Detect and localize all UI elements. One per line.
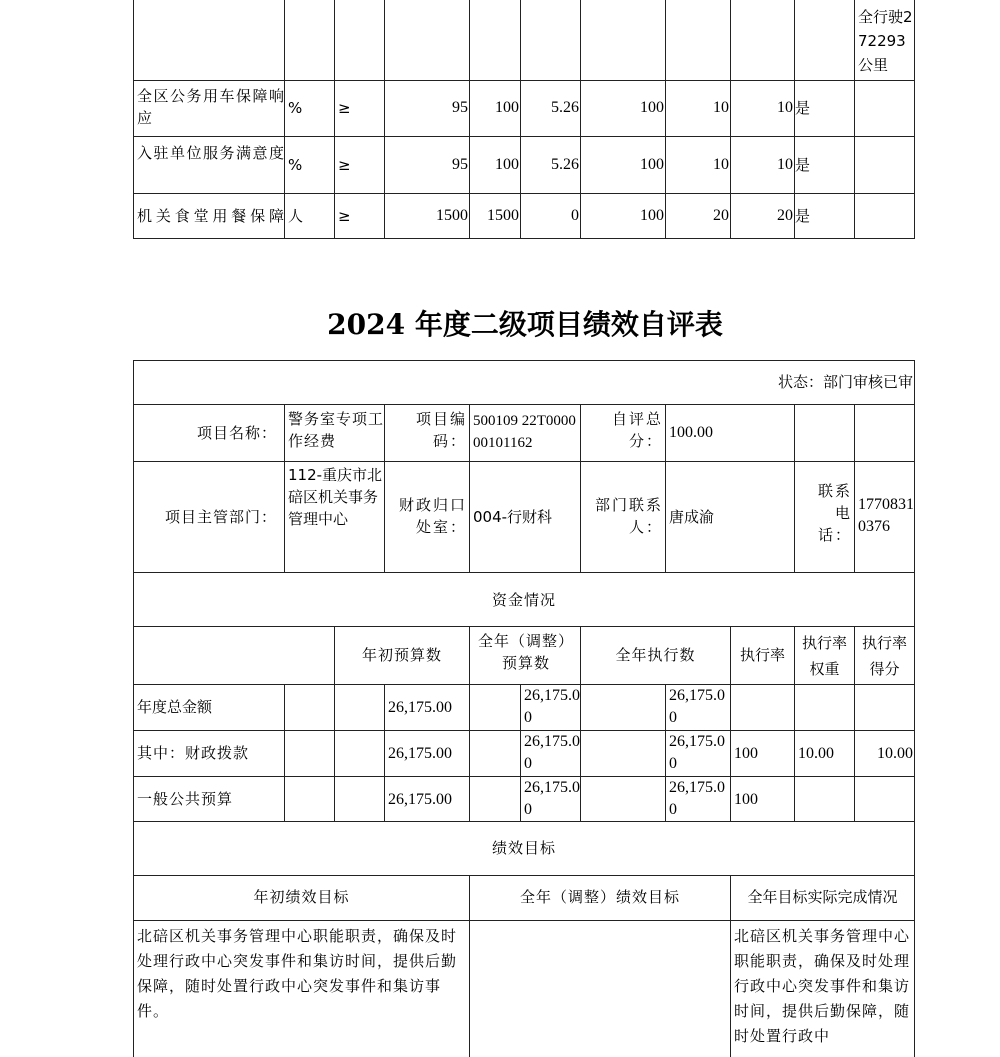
fund-row-label: 一般公共预算 — [137, 790, 234, 808]
fund-row-adjusted: 26,175.00 — [524, 779, 580, 818]
contact-label: 部门联系人： — [594, 496, 663, 536]
fund-row-executed: 26,175.00 — [669, 733, 725, 772]
finance-label: 财政归口处室： — [398, 496, 467, 536]
first-row-remark: 全行驶272293公里 — [858, 8, 913, 74]
indicator-name: 机关食堂用餐保障 — [137, 207, 284, 225]
indicator-c1: 5.26 — [551, 99, 579, 116]
indicator-weight: 10 — [713, 99, 729, 116]
fund-row-initial: 26,175.00 — [388, 699, 452, 716]
executed-header: 全年执行数 — [615, 646, 696, 664]
fund-row-rate: 100 — [734, 791, 758, 808]
indicator-c2: 100 — [640, 156, 664, 173]
project-name-label: 项目名称： — [196, 424, 277, 442]
dept: 112-重庆市北碚区机关事务管理中心 — [288, 466, 383, 528]
contact: 唐成渝 — [669, 508, 715, 526]
indicator-target: 1500 — [436, 207, 468, 224]
rate-weight-header: 执行率权重 — [801, 634, 847, 678]
fund-row-rate: 100 — [734, 745, 758, 762]
indicator-actual: 100 — [495, 99, 519, 116]
indicator-name: 全区公务用车保障响应 — [137, 87, 284, 127]
indicator-op: ≥ — [338, 207, 351, 225]
fund-row-adjusted: 26,175.00 — [524, 687, 580, 726]
project-name: 警务室专项工作经费 — [288, 410, 385, 450]
indicator-c2: 100 — [640, 99, 664, 116]
indicator-score: 10 — [777, 156, 793, 173]
fund-row-weight: 10.00 — [798, 745, 834, 762]
indicator-score: 10 — [777, 99, 793, 116]
phone: 17708310376 — [858, 496, 914, 535]
indicator-met: 是 — [795, 207, 811, 225]
goals-section-title: 绩效目标 — [491, 839, 556, 857]
fund-row-score: 10.00 — [877, 745, 913, 762]
fund-row-adjusted: 26,175.00 — [524, 733, 580, 772]
fund-row-executed: 26,175.00 — [669, 779, 725, 818]
indicator-weight: 10 — [713, 156, 729, 173]
indicator-name: 入驻单位服务满意度 — [137, 144, 284, 162]
indicator-score: 20 — [777, 207, 793, 224]
page-title: 2024 年度二级项目绩效自评表 — [327, 308, 723, 341]
indicator-actual: 100 — [495, 156, 519, 173]
indicator-c2: 100 — [640, 207, 664, 224]
phone-label: 联系电话： — [817, 482, 852, 544]
initial-budget-header: 年初预算数 — [361, 646, 442, 664]
self-score-label: 自评总分： — [611, 410, 663, 450]
dept-label: 项目主管部门： — [164, 508, 277, 526]
finance: 004-行财科 — [473, 508, 553, 526]
indicator-target: 95 — [452, 99, 468, 116]
indicator-unit: % — [288, 99, 303, 117]
fund-row-initial: 26,175.00 — [388, 791, 452, 808]
fund-row-label: 年度总金额 — [137, 698, 213, 716]
rate-header: 执行率 — [739, 646, 785, 664]
adjusted-budget-header: 全年（调整）预算数 — [477, 632, 574, 672]
indicator-actual: 1500 — [487, 207, 519, 224]
fund-row-executed: 26,175.00 — [669, 687, 725, 726]
status-text: 状态：部门审核已审 — [777, 373, 913, 391]
fund-row-label: 其中：财政拨款 — [137, 744, 250, 762]
rate-score-header: 执行率得分 — [861, 634, 907, 678]
indicator-unit: 人 — [288, 207, 304, 225]
indicator-c1: 5.26 — [551, 156, 579, 173]
self-score: 100.00 — [669, 424, 713, 441]
indicator-weight: 20 — [713, 207, 729, 224]
indicator-c1: 0 — [571, 207, 579, 224]
indicator-met: 是 — [795, 156, 811, 174]
actual-goal-text: 北碚区机关事务管理中心职能职责，确保及时处理行政中心突发事件和集访时间，提供后勤保障，随时处置行政中 — [734, 927, 911, 1045]
project-code: 500109 22T000000101162 — [473, 413, 576, 451]
indicator-op: ≥ — [338, 156, 351, 174]
indicator-target: 95 — [452, 156, 468, 173]
adjusted-goal-header: 全年（调整）绩效目标 — [519, 888, 680, 906]
actual-goal-header: 全年目标实际完成情况 — [747, 888, 898, 906]
initial-goal-header: 年初绩效目标 — [253, 888, 350, 906]
funds-section-title: 资金情况 — [491, 591, 556, 609]
initial-goal-text: 北碚区机关事务管理中心职能职责，确保及时处理行政中心突发事件和集访时间，提供后勤保障，随时处置行政中心突发事件和集访事件。 — [137, 927, 458, 1020]
fund-row-initial: 26,175.00 — [388, 745, 452, 762]
project-code-label: 项目编码： — [415, 410, 467, 450]
indicator-unit: % — [288, 156, 303, 174]
indicator-op: ≥ — [338, 99, 351, 117]
indicator-met: 是 — [795, 99, 811, 117]
